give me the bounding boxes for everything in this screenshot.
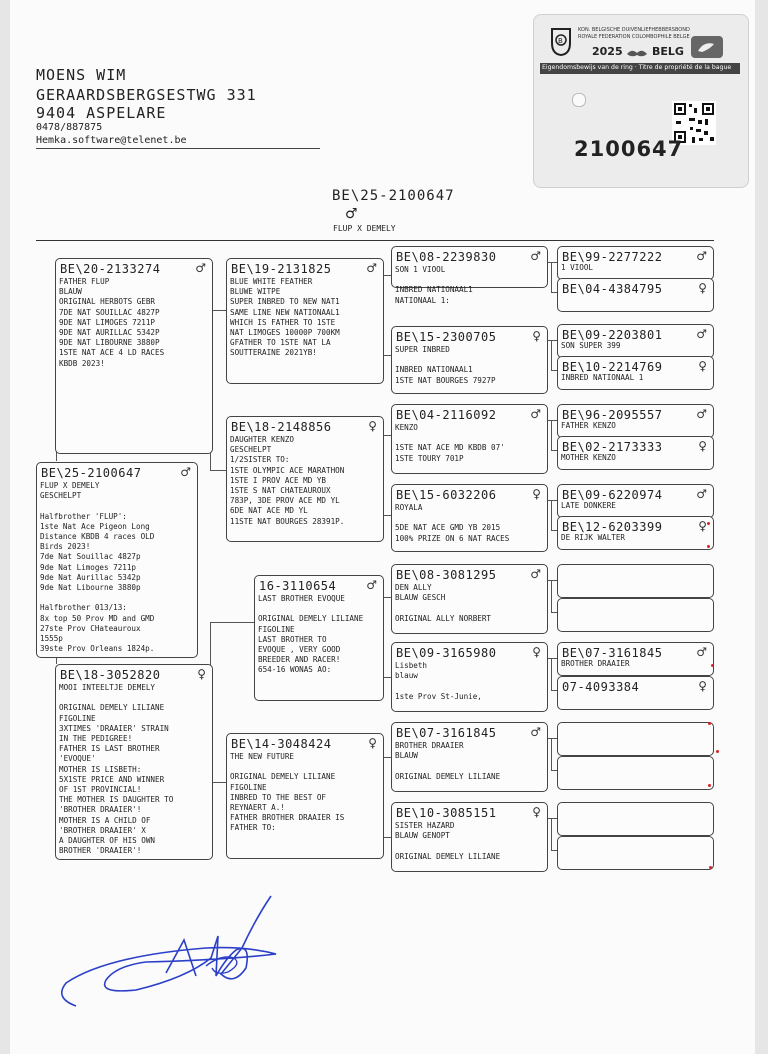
- main-ring-number: BE\25-2100647: [332, 188, 455, 204]
- pigeon-notes: ROYALA 5DE NAT ACE GMD YB 2015 100% PRIZE ON 6 NAT RACES: [395, 503, 510, 543]
- federation-nl: KON. BELGISCHE DUIVENLIEFHEBBERSBOND: [578, 27, 690, 33]
- pedigree-box-mmf: [391, 722, 548, 792]
- pigeon-notes: FLUP X DEMELY GESCHELPT Halfbrother 'FLUP': 1ste Nat Ace Pigeon Long Distance KBDB 4 races OLD Birds 2023! 7de Nat Souillac 4827p 9de Nat Limoges 7211p 9de Nat Aurillac 5342p 9de Nat Libourne 3880p Halfbrother 013/13: 8x top 50 Prov MD and GMD 27ste Prov CHateauroux 1555p 39ste Prov Orleans 1824p.: [40, 481, 155, 654]
- ring-number: BE\09-2203801: [562, 328, 663, 342]
- ring-ownership-card: [533, 14, 749, 188]
- label-year: 2025: [592, 45, 623, 58]
- ring-number: BE\08-3081295: [396, 568, 497, 582]
- female-symbol-icon: ♀: [698, 679, 707, 693]
- pedigree-box-g5: [557, 404, 714, 438]
- pedigree-box-g12: [557, 676, 714, 710]
- pigeon-notes: SON 1 VIOOL INBRED NATIONAAL1 NATIONAAL 1:: [395, 265, 473, 305]
- pedigree-box-mf: [254, 575, 384, 701]
- handwritten-signature: [46, 888, 296, 1028]
- pedigree-box-mm: [226, 733, 384, 859]
- ring-number: BE\15-6032206: [396, 488, 497, 502]
- pedigree-box-fm: [226, 416, 384, 542]
- pedigree-box-mmm: [391, 802, 548, 872]
- owner-underline: [36, 148, 320, 149]
- pedigree-box-g1: [557, 246, 714, 280]
- pedigree-box-g4: [557, 356, 714, 390]
- kbdb-logo-icon: [550, 27, 572, 57]
- ring-number: BE\12-6203399: [562, 520, 663, 534]
- ring-number: BE\10-2214769: [562, 360, 663, 374]
- male-symbol-icon: ♂: [180, 465, 191, 479]
- female-symbol-icon: ♀: [532, 645, 541, 659]
- pigeon-notes: MOOI INTEELTJE DEMELY ORIGINAL DEMELY LILIANE FIGOLINE 3XTIMES 'DRAAIER' STRAIN IN THE PEDIGREE! FATHER IS LAST BROTHER 'EVOQUE' MOTHER IS LISBETH: 5X1STE PRICE AND WINNER OF 1ST PROVINCIAL! THE MOTHER IS DAUGHTER TO 'BROTHER DRAAIER'! MOTHER IS A CHILD OF 'BROTHER DRAAIER' X A DAUGHTER OF HIS OWN BROTHER 'DRAAIER'!: [59, 683, 174, 856]
- pedigree-box-subject: [36, 462, 198, 658]
- pedigree-box-g11: [557, 642, 714, 676]
- pigeon-notes: THE NEW FUTURE ORIGINAL DEMELY LILIANE FIGOLINE INBRED TO THE BEST OF REYNAERT A.! FATHER BROTHER DRAAIER IS FATHER TO:: [230, 752, 345, 833]
- label-ring-number: 2100647: [574, 137, 684, 161]
- pigeon-notes: DE RIJK WALTER: [561, 533, 626, 542]
- pedigree-box-ffm: [391, 326, 548, 394]
- ring-number: BE\09-6220974: [562, 488, 663, 502]
- punch-hole: [572, 93, 586, 107]
- male-symbol-icon: ♂: [696, 249, 707, 263]
- male-symbol-icon: ♂: [530, 567, 541, 581]
- pedigree-box-m: [55, 664, 213, 860]
- pigeon-notes: DEN ALLY BLAUW GESCH ORIGINAL ALLY NORBERT: [395, 583, 492, 623]
- ring-number: BE\15-2300705: [396, 330, 497, 344]
- ring-number: BE\07-3161845: [562, 646, 663, 660]
- ring-number: BE\25-2100647: [41, 466, 142, 480]
- crest-icon: [626, 45, 648, 64]
- pedigree-box-ff: [226, 258, 384, 384]
- male-symbol-icon: ♂: [696, 407, 707, 421]
- federation-fr: ROYALE FEDERATION COLOMBOPHILE BELGE: [578, 34, 690, 40]
- pedigree-box-g16: [557, 836, 714, 870]
- male-symbol-icon: ♂: [530, 407, 541, 421]
- pigeon-notes: BROTHER DRAAIER BLAUW ORIGINAL DEMELY LILIANE: [395, 741, 501, 781]
- pigeon-notes: 1 VIOOL: [561, 263, 594, 272]
- pigeon-notes: INBRED NATIONAAL 1: [561, 373, 644, 382]
- male-symbol-icon: ♂: [195, 261, 206, 275]
- female-symbol-icon: ♀: [197, 667, 206, 681]
- ring-number: BE\18-2148856: [231, 420, 332, 434]
- ring-number: BE\14-3048424: [231, 737, 332, 751]
- female-symbol-icon: ♀: [532, 487, 541, 501]
- pedigree-box-fmf: [391, 404, 548, 474]
- ring-number: BE\09-3165980: [396, 646, 497, 660]
- pedigree-box-g13: [557, 722, 714, 756]
- header-rule: [36, 240, 714, 241]
- main-parents: FLUP X DEMELY: [333, 224, 396, 233]
- ring-number: BE\04-4384795: [562, 282, 663, 296]
- male-symbol-icon: ♂: [696, 487, 707, 501]
- ring-number: BE\10-3085151: [396, 806, 497, 820]
- pigeon-notes: FATHER FLUP BLAUW ORIGINAL HERBOTS GEBR 7DE NAT SOUILLAC 4827P 9DE NAT LIMOGES 7211P 9DE NAT AURILLAC 5342P 9DE NAT LIBOURNE 3880P 1STE NAT ACE 4 LD RACES KBDB 2023!: [59, 277, 165, 368]
- ring-number: BE\04-2116092: [396, 408, 497, 422]
- ring-number: 16-3110654: [259, 579, 337, 593]
- owner-name: MOENS WIM: [36, 66, 127, 84]
- owner-phone: 0478/887875: [36, 122, 103, 133]
- ring-number: BE\08-2239830: [396, 250, 497, 264]
- pedigree-box-g7: [557, 484, 714, 518]
- pedigree-box-mfm: [391, 642, 548, 712]
- owner-street: GERAARDSBERGSESTWG 331: [36, 86, 257, 104]
- female-symbol-icon: ♀: [532, 329, 541, 343]
- pigeon-logo-icon: [690, 35, 724, 59]
- svg-text:B: B: [558, 37, 563, 45]
- pedigree-box-g2: [557, 278, 714, 312]
- label-title: Eigendomsbewijs van de ring · Titre de propriété de la bague: [542, 64, 732, 71]
- pedigree-box-f: [55, 258, 213, 454]
- pigeon-notes: Lisbeth blauw 1ste Prov St-Junie,: [395, 661, 482, 701]
- pigeon-notes: DAUGHTER KENZO GESCHELPT 1/2SISTER TO: 1STE OLYMPIC ACE MARATHON 1STE I PROV ACE MD YB 1STE S NAT CHATEAUROUX 783P, 3DE PROV ACE MD YL 6DE NAT ACE MD YL 11STE NAT BOURGES 28391P.: [230, 435, 345, 526]
- pigeon-notes: SON SUPER 399: [561, 341, 621, 350]
- pedigree-box-g3: [557, 324, 714, 358]
- pedigree-box-g9: [557, 564, 714, 598]
- female-symbol-icon: ♀: [698, 439, 707, 453]
- pigeon-notes: LAST BROTHER EVOQUE ORIGINAL DEMELY LILIANE FIGOLINE LAST BROTHER TO EVOQUE , VERY GOOD BREEDER AND RACER! 654-16 WONAS AO:: [258, 594, 364, 675]
- pigeon-notes: BLUE WHITE FEATHER BLUWE WITPE SUPER INBRED TO NEW NAT1 SAME LINE NEW NATIONAAL1 WHICH IS FATHER TO 1STE NAT LIMOGES 10000P 700KM GFATHER TO 1STE NAT LA SOUTTERAINE 2021YB!: [230, 277, 340, 358]
- female-symbol-icon: ♀: [368, 736, 377, 750]
- male-symbol-icon: ♂: [696, 327, 707, 341]
- pigeon-notes: BROTHER DRAAIER: [561, 659, 630, 668]
- owner-email: Hemka.software@telenet.be: [36, 135, 187, 146]
- pedigree-box-g15: [557, 802, 714, 836]
- pedigree-box-g8: [557, 516, 714, 550]
- ring-number: BE\07-3161845: [396, 726, 497, 740]
- owner-city: 9404 ASPELARE: [36, 104, 167, 122]
- male-symbol-icon: ♂: [345, 206, 358, 222]
- pedigree-box-mff: [391, 564, 548, 634]
- male-symbol-icon: ♂: [366, 261, 377, 275]
- pigeon-notes: SISTER HAZARD BLAUW GENOPT ORIGINAL DEMELY LILIANE: [395, 821, 501, 861]
- male-symbol-icon: ♂: [530, 249, 541, 263]
- ring-number: BE\02-2173333: [562, 440, 663, 454]
- pedigree-box-fmm: [391, 484, 548, 552]
- ring-number: BE\18-3052820: [60, 668, 161, 682]
- female-symbol-icon: ♀: [368, 419, 377, 433]
- male-symbol-icon: ♂: [696, 645, 707, 659]
- male-symbol-icon: ♂: [366, 578, 377, 592]
- pigeon-notes: SUPER INBRED INBRED NATIONAAL1 1STE NAT BOURGES 7927P: [395, 345, 496, 385]
- pigeon-notes: MOTHER KENZO: [561, 453, 616, 462]
- pedigree-box-g10: [557, 598, 714, 632]
- pedigree-box-g6: [557, 436, 714, 470]
- label-country: BELG: [652, 45, 684, 58]
- female-symbol-icon: ♀: [532, 805, 541, 819]
- ring-number: BE\99-2277222: [562, 250, 663, 264]
- ring-number: BE\96-2095557: [562, 408, 663, 422]
- ring-number: BE\19-2131825: [231, 262, 332, 276]
- pedigree-box-fff: [391, 246, 548, 305]
- female-symbol-icon: ♀: [698, 359, 707, 373]
- pigeon-notes: KENZO 1STE NAT ACE MD KBDB 07' 1STE TOURY 701P: [395, 423, 505, 463]
- pigeon-notes: FATHER KENZO: [561, 421, 616, 430]
- female-symbol-icon: ♀: [698, 519, 707, 533]
- pedigree-box-g14: [557, 756, 714, 790]
- ring-number: BE\20-2133274: [60, 262, 161, 276]
- ring-number: 07-4093384: [562, 680, 640, 694]
- pigeon-notes: LATE DONKERE: [561, 501, 616, 510]
- male-symbol-icon: ♂: [530, 725, 541, 739]
- female-symbol-icon: ♀: [698, 281, 707, 295]
